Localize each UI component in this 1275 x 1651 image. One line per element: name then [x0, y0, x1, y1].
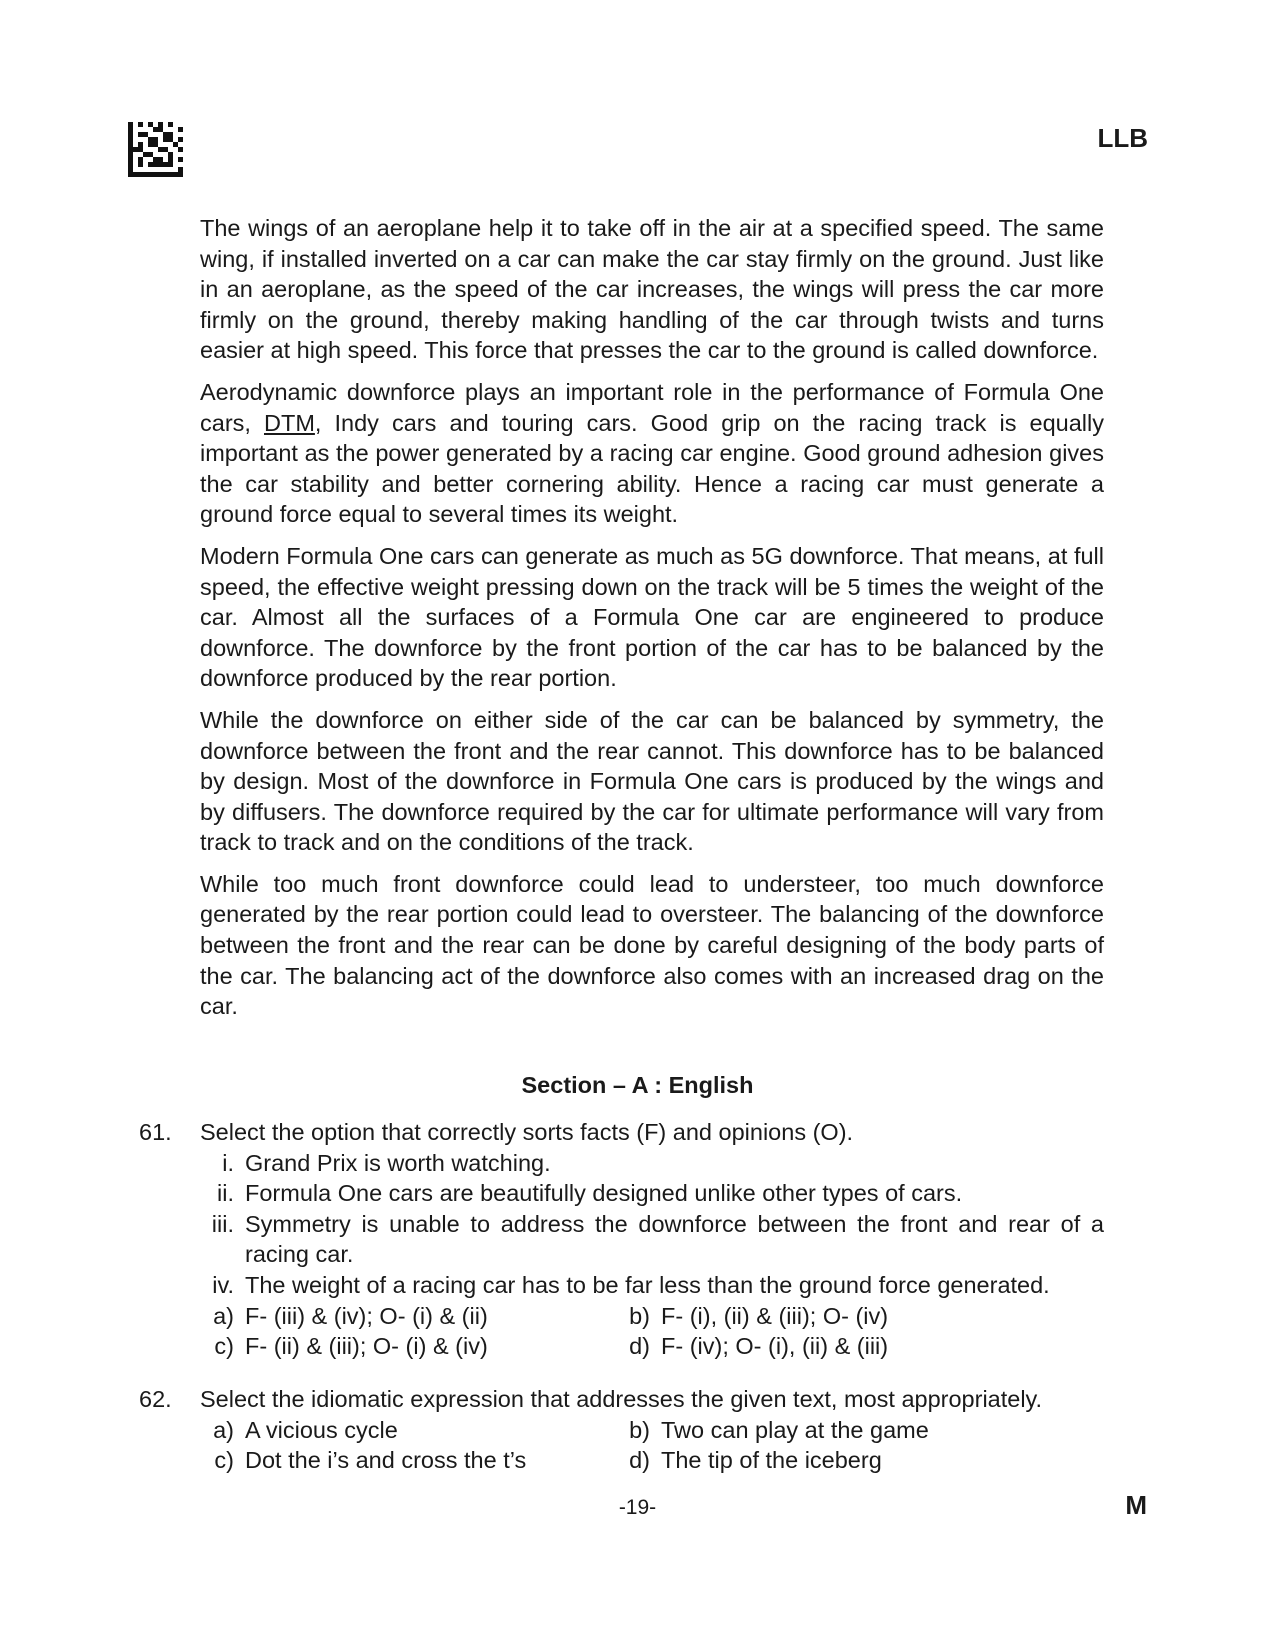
answer-option[interactable] — [200, 1331, 616, 1362]
option-label: a) — [213, 1416, 234, 1443]
option-label: d) — [629, 1333, 650, 1360]
option-text: F- (iii) & (iv); O- (i) & (ii) — [245, 1302, 488, 1329]
page-number: -19- — [618, 1496, 657, 1519]
statement-label: iii. — [211, 1210, 234, 1237]
statement-item — [200, 1178, 1104, 1209]
statement-item — [200, 1148, 1104, 1179]
passage-text: Aerodynamic downforce plays an important role in the performance of Formula One cars, — [200, 378, 1104, 436]
answer-option[interactable] — [616, 1301, 1076, 1332]
question-61 — [139, 1117, 1104, 1362]
question-number: 61. — [139, 1119, 172, 1145]
reading-passage — [200, 213, 1104, 1033]
passage-paragraph: While too much front downforce could lead to understeer, too much downforce generated by the rear portion could lead to oversteer. The balancing of the downforce between the front and the rear can be done by careful designing of the body parts of the car. The balancing act of the downforce also comes with an increased drag on the car. — [200, 870, 1104, 1020]
question-number: 62. — [139, 1386, 172, 1412]
option-label: b) — [629, 1302, 650, 1329]
statement-item — [200, 1209, 1104, 1270]
question-stem: Select the option that correctly sorts facts (F) and opinions (O). — [200, 1119, 854, 1145]
statement-text: The weight of a racing car has to be far less than the ground force generated. — [245, 1271, 1050, 1298]
option-text: F- (ii) & (iii); O- (i) & (iv) — [245, 1333, 488, 1360]
statement-text: Formula One cars are beautifully designed unlike other types of cars. — [245, 1180, 963, 1207]
passage-paragraph: While the downforce on either side of the car can be balanced by symmetry, the downforce between the front and the rear cannot. This downforce has to be balanced by design. Most of the downforce in Formula One cars is produced by the wings and by diffusers. The downforce required by the car for ultimate performance will vary from track to track and on the conditions of the track. — [200, 706, 1104, 856]
option-label: c) — [214, 1333, 234, 1360]
datamatrix-code-icon — [128, 122, 183, 177]
answer-option[interactable] — [200, 1415, 616, 1446]
answer-option[interactable] — [200, 1445, 616, 1476]
booklet-code-header: LLB — [1097, 123, 1148, 153]
booklet-series-code: M — [1125, 1490, 1147, 1520]
answer-options — [200, 1301, 1104, 1362]
option-label: c) — [214, 1447, 234, 1474]
passage-text: , Indy cars and touring cars. Good grip on the racing track is equally important as the power generated by a racing car engine. Good ground adhesion gives the car stability and better cornering ability. Hence a racing car must generate a ground force equal to several times its weight. — [200, 409, 1104, 528]
answer-option[interactable] — [616, 1445, 1076, 1476]
option-label: d) — [629, 1447, 650, 1474]
option-text: Two can play at the game — [661, 1416, 929, 1443]
option-label: a) — [213, 1302, 234, 1329]
passage-paragraph — [200, 377, 1104, 530]
statement-text: Grand Prix is worth watching. — [245, 1149, 551, 1176]
option-text: F- (i), (ii) & (iii); O- (iv) — [661, 1302, 889, 1329]
statement-text: Symmetry is unable to address the downforce between the front and rear of a racing car. — [245, 1210, 1104, 1268]
statement-label: ii. — [217, 1180, 234, 1207]
statement-label: iv. — [212, 1271, 234, 1298]
passage-paragraph: Modern Formula One cars can generate as much as 5G downforce. That means, at full speed, the effective weight pressing down on the track will be 5 times the weight of the car. Almost all the surfaces of a Formula One car are engineered to produce downforce. The downforce by the front portion of the car has to be balanced by the downforce produced by the rear portion. — [200, 542, 1104, 692]
underlined-term: DTM — [264, 409, 315, 436]
answer-options — [200, 1415, 1104, 1476]
answer-option[interactable] — [616, 1331, 1076, 1362]
option-text: Dot the i’s and cross the t’s — [245, 1447, 527, 1474]
answer-option[interactable] — [616, 1415, 1076, 1446]
option-text: F- (iv); O- (i), (ii) & (iii) — [661, 1333, 889, 1360]
option-label: b) — [629, 1416, 650, 1443]
option-text: The tip of the iceberg — [661, 1447, 882, 1474]
section-title: Section – A : English — [521, 1072, 754, 1098]
answer-option[interactable] — [200, 1301, 616, 1332]
passage-paragraph: The wings of an aeroplane help it to take off in the air at a specified speed. The same wing, if installed inverted on a car can make the car stay firmly on the ground. Just like in an aeroplane, as the speed of the car increases, the wings will press the car more firmly on the ground, thereby making handling of the car through twists and turns easier at high speed. This force that presses the car to the ground is called downforce. — [200, 215, 1104, 364]
statement-label: i. — [222, 1149, 234, 1176]
statement-item — [200, 1270, 1104, 1301]
question-62 — [139, 1384, 1104, 1476]
question-stem: Select the idiomatic expression that addresses the given text, most appropriately. — [200, 1386, 1043, 1412]
statement-list — [200, 1148, 1104, 1301]
option-text: A vicious cycle — [245, 1416, 398, 1443]
